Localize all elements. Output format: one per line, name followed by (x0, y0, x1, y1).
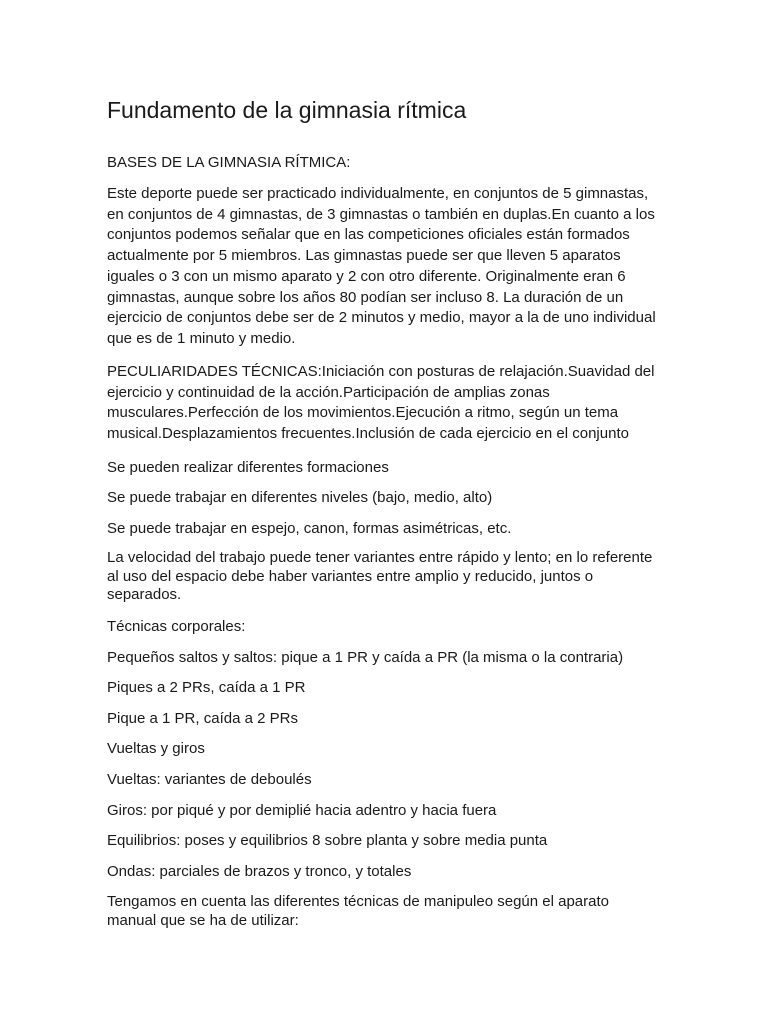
paragraph-line: que es de 1 minuto y medio. (107, 329, 296, 347)
paragraph-peculiaridades (107, 362, 662, 445)
paragraph-line: musculares.Perfección de los movimientos.Ejecución a ritmo, según un tema (107, 404, 619, 422)
paragraph-line: La velocidad del trabajo puede tener variantes entre rápido y lento; en lo referente (107, 549, 653, 566)
paragraph-line: PECULIARIDADES TÉCNICAS:Iniciación con posturas de relajación.Suavidad del (107, 363, 655, 380)
paragraph-line: iguales o 3 con un mismo aparato y 2 con otro diferente. Originalmente eran 6 (107, 267, 626, 285)
paragraph-pique: Pique a 1 PR, caída a 2 PRs (107, 710, 298, 727)
paragraph-line: al uso del espacio debe haber variantes entre amplio y reducido, juntos o (107, 567, 594, 585)
paragraph-line: actualmente por 5 miembros. Las gimnastas puede ser que lleven 5 aparatos (107, 247, 621, 265)
paragraph-formaciones: Se pueden realizar diferentes formaciones (107, 459, 389, 476)
paragraph-piques: Piques a 2 PRs, caída a 1 PR (107, 679, 306, 696)
paragraph-line: manual que se ha de utilizar: (107, 911, 299, 929)
paragraph-vueltas: Vueltas: variantes de deboulés (107, 771, 312, 788)
paragraph-line: ejercicio de conjuntos debe ser de 2 minutos y medio, mayor a la de uno individual (107, 309, 656, 327)
section-heading: BASES DE LA GIMNASIA RÍTMICA: (107, 154, 351, 171)
paragraph-tecnicas: Técnicas corporales: (107, 618, 246, 635)
document-title: Fundamento de la gimnasia rítmica (107, 97, 467, 123)
paragraph-line: conjuntos podemos señalar que en las competiciones oficiales están formados (107, 226, 630, 244)
paragraph-line: ejercicio y continuidad de la acción.Participación de amplias zonas (107, 383, 550, 401)
paragraph-line: Tengamos en cuenta las diferentes técnicas de manipuleo según el aparato (107, 893, 609, 910)
paragraph-intro (107, 184, 662, 350)
paragraph-espejo: Se puede trabajar en espejo, canon, formas asimétricas, etc. (107, 520, 512, 537)
paragraph-manipuleo (107, 893, 662, 930)
paragraph-equilibrios: Equilibrios: poses y equilibrios 8 sobre planta y sobre media punta (107, 832, 548, 849)
paragraph-giros: Giros: por piqué y por demiplié hacia adentro y hacia fuera (107, 802, 497, 819)
paragraph-line: Este deporte puede ser practicado individualmente, en conjuntos de 5 gimnastas, (107, 185, 649, 202)
paragraph-line: en conjuntos de 4 gimnastas, de 3 gimnastas o también en duplas.En cuanto a los (107, 205, 655, 223)
paragraph-velocidad (107, 549, 662, 605)
paragraph-line: musical.Desplazamientos frecuentes.Inclusión de cada ejercicio en el conjunto (107, 425, 629, 443)
paragraph-line: separados. (107, 586, 182, 603)
paragraph-niveles: Se puede trabajar en diferentes niveles (bajo, medio, alto) (107, 489, 493, 506)
paragraph-line: gimnastas, aunque sobre los años 80 podían ser incluso 8. La duración de un (107, 288, 624, 306)
paragraph-saltos: Pequeños saltos y saltos: pique a 1 PR y caída a PR (la misma o la contraria) (107, 649, 624, 666)
paragraph-vueltas-giros: Vueltas y giros (107, 740, 205, 757)
paragraph-ondas: Ondas: parciales de brazos y tronco, y totales (107, 863, 412, 880)
